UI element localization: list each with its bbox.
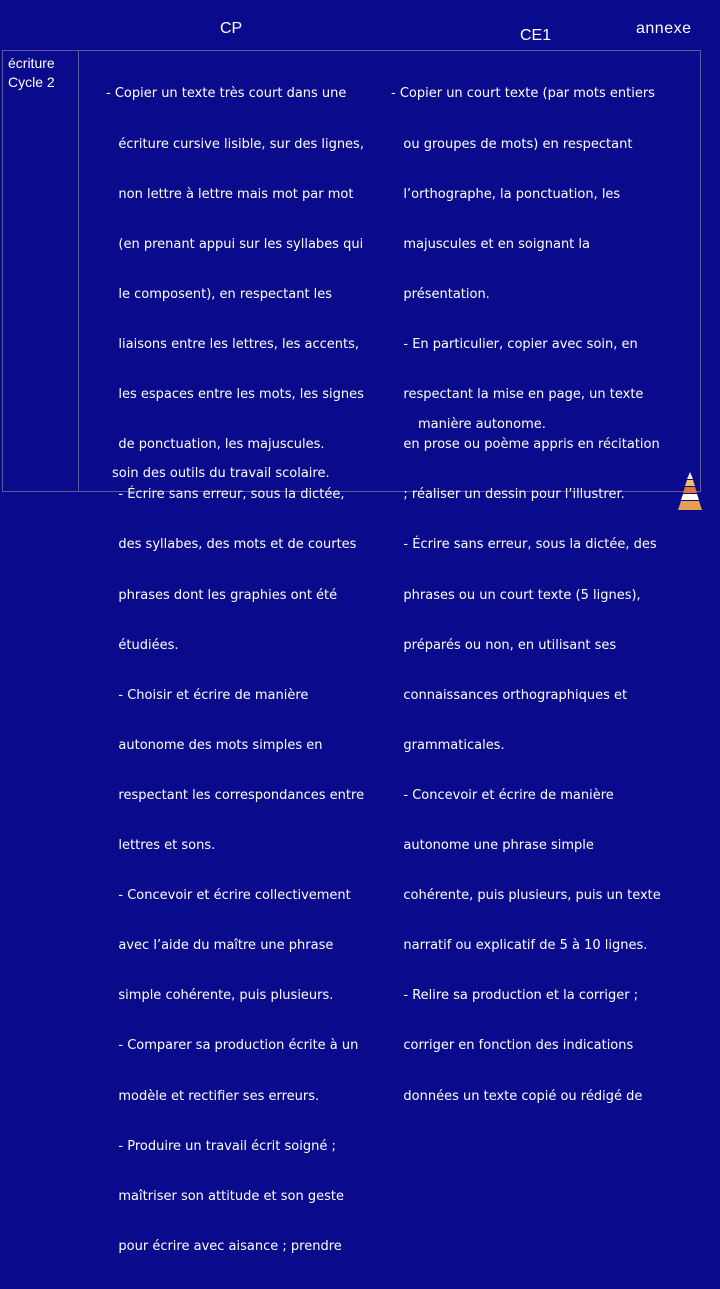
column-divider (78, 51, 79, 491)
ce1-line: cohérente, puis plusieurs, puis un texte (391, 888, 661, 904)
header-annexe: annexe (636, 20, 692, 37)
cp-tail-line: soin des outils du travail scolaire. (112, 466, 330, 481)
ce1-line: - Concevoir et écrire de manière (391, 787, 614, 803)
ce1-line: majuscules et en soignant la (391, 236, 590, 252)
cp-line: - Concevoir et écrire collectivement (106, 888, 351, 904)
content-table (2, 50, 701, 1254)
ce1-line: - Relire sa production et la corriger ; (391, 988, 639, 1004)
cp-line: phrases dont les graphies ont été (106, 587, 338, 603)
ce1-column-text (391, 53, 701, 1139)
cp-line: lettres et sons. (106, 838, 216, 854)
cp-line: des syllabes, des mots et de courtes (106, 537, 357, 553)
ce1-line: ou groupes de mots) en respectant (391, 136, 633, 152)
cp-line: respectant les correspondances entre (106, 787, 365, 803)
pyramid-tier-2 (685, 480, 695, 486)
header-ce1: CE1 (520, 27, 552, 44)
ce1-line: présentation. (391, 286, 490, 302)
cp-column-text (106, 53, 384, 1289)
cp-line: (en prenant appui sur les syllabes qui (106, 236, 364, 252)
cp-line: non lettre à lettre mais mot par mot (106, 186, 354, 202)
header-cp: CP (220, 20, 243, 37)
cp-line: écriture cursive lisible, sur des lignes, (106, 136, 364, 152)
pyramid-tier-base (678, 501, 702, 510)
cp-line: - Copier un texte très court dans une (106, 86, 347, 102)
cp-line: le composent), en respectant les (106, 286, 333, 302)
pyramid-tier-4 (681, 494, 699, 500)
ce1-line: données un texte copié ou rédigé de (391, 1088, 643, 1104)
ce1-line: l’orthographe, la ponctuation, les (391, 186, 621, 202)
ce1-line: - En particulier, copier avec soin, en (391, 336, 638, 352)
ce1-line: phrases ou un court texte (5 lignes), (391, 587, 641, 603)
cp-line: étudiées. (106, 637, 179, 653)
ce1-line: narratif ou explicatif de 5 à 10 lignes. (391, 938, 648, 954)
ce1-line: connaissances orthographiques et (391, 687, 628, 703)
cp-line: simple cohérente, puis plusieurs. (106, 988, 334, 1004)
cp-line: - Choisir et écrire de manière (106, 687, 309, 703)
cp-line: modèle et rectifier ses erreurs. (106, 1088, 320, 1104)
cp-line: - Produire un travail écrit soigné ; (106, 1138, 336, 1154)
pyramid-tier-top (687, 472, 693, 479)
ce1-line: respectant la mise en page, un texte (391, 387, 644, 403)
ce1-line: autonome une phrase simple (391, 838, 594, 854)
cp-line: liaisons entre les lettres, les accents, (106, 336, 360, 352)
row-label (8, 54, 74, 92)
ce1-tail-line: manière autonome. (418, 417, 546, 432)
ce1-line: grammaticales. (391, 737, 505, 753)
ce1-line: en prose ou poème appris en récitation (391, 437, 660, 453)
row-label-cycle: Cycle 2 (8, 74, 55, 90)
ce1-line: corriger en fonction des indications (391, 1038, 634, 1054)
cp-line: autonome des mots simples en (106, 737, 323, 753)
cp-line: pour écrire avec aisance ; prendre (106, 1238, 342, 1254)
pyramid-nav-icon[interactable] (677, 470, 703, 512)
row-label-subject: écriture (8, 55, 55, 71)
cp-line: - Écrire sans erreur, sous la dictée, (106, 487, 345, 503)
ce1-line: ; réaliser un dessin pour l’illustrer. (391, 487, 625, 503)
ce1-line: - Copier un court texte (par mots entiers (391, 86, 655, 102)
pyramid-tier-3 (683, 487, 697, 493)
cp-line: maîtriser son attitude et son geste (106, 1188, 344, 1204)
cp-line: - Comparer sa production écrite à un (106, 1038, 359, 1054)
cp-line: de ponctuation, les majuscules. (106, 437, 325, 453)
cp-line: les espaces entre les mots, les signes (106, 387, 364, 403)
cp-line: avec l’aide du maître une phrase (106, 938, 334, 954)
ce1-line: préparés ou non, en utilisant ses (391, 637, 617, 653)
ce1-line: - Écrire sans erreur, sous la dictée, des (391, 537, 657, 553)
